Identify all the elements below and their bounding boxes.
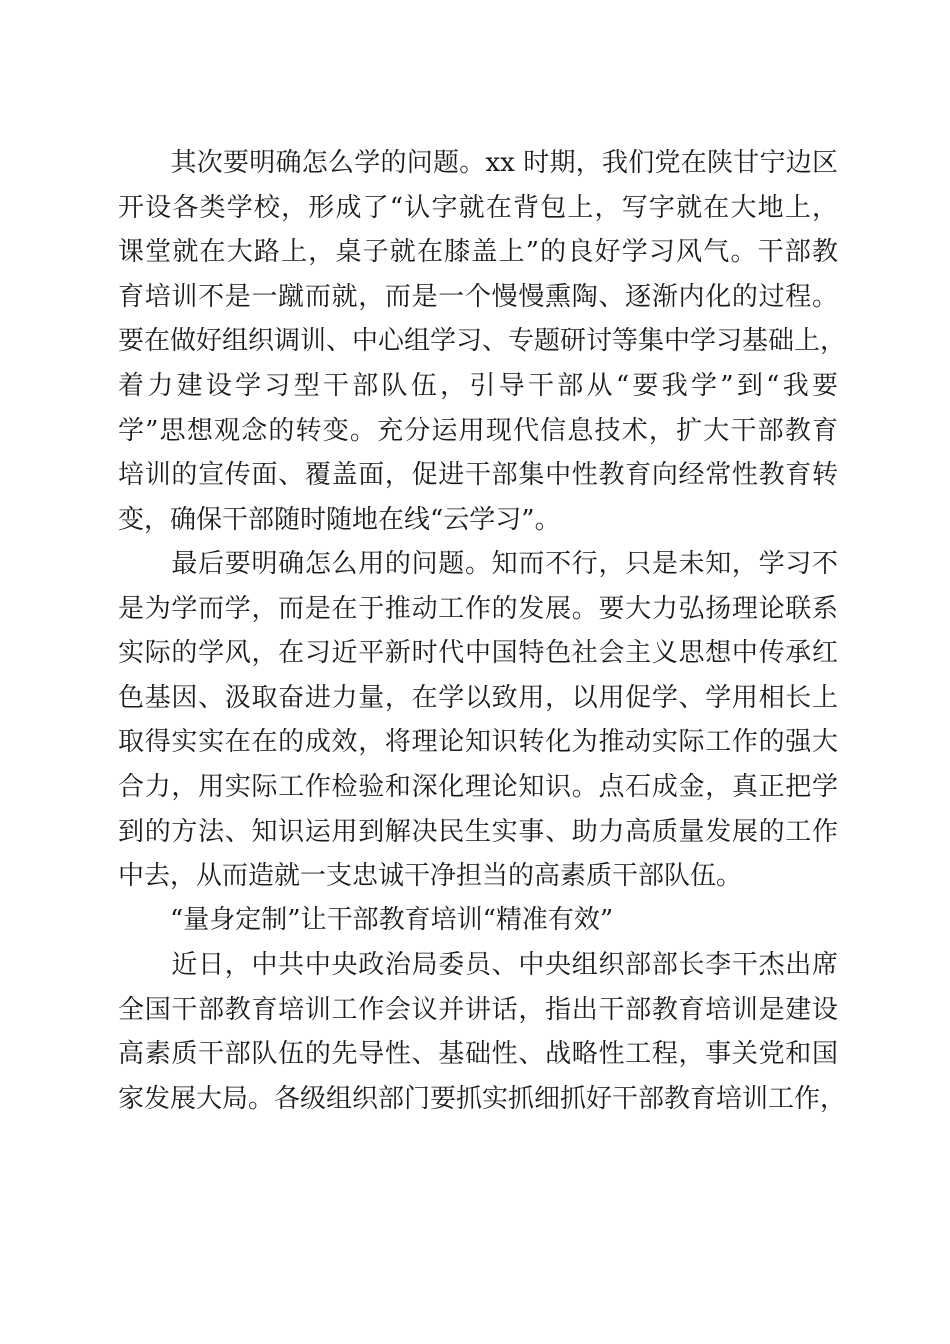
paragraph-line: 家发展大局。各级组织部门要抓实抓细抓好干部教育培训工作， <box>118 1083 847 1114</box>
paragraph-how-to-use <box>118 542 838 899</box>
paragraph-line: 开设各类学校，形成了“认字就在背包上，写字就在大地上， <box>118 192 838 223</box>
paragraph-line: 着力建设学习型干部队伍，引导干部从“要我学”到“我要 <box>118 370 838 401</box>
paragraph-line: 学”思想观念的转变。充分运用现代信息技术，扩大干部教育 <box>118 415 838 446</box>
paragraph-meeting-news <box>118 943 847 1121</box>
paragraph-line: 最后要明确怎么用的问题。知而不行，只是未知，学习不 <box>118 549 838 579</box>
paragraph-line: 合力，用实际工作检验和深化理论知识。点石成金，真正把学 <box>118 771 838 802</box>
paragraph-line: 培训的宣传面、覆盖面，促进干部集中性教育向经常性教育转 <box>118 460 838 491</box>
paragraph-line: 取得实实在在的成效，将理论知识转化为推动实际工作的强大 <box>118 727 838 758</box>
paragraph-line: 其次要明确怎么学的问题。xx 时期，我们党在陕甘宁边区 <box>118 148 838 178</box>
paragraph-line: 实际的学风，在习近平新时代中国特色社会主义思想中传承红 <box>118 638 838 669</box>
paragraph-line: 要在做好组织调训、中心组学习、专题研讨等集中学习基础上， <box>118 326 847 357</box>
paragraph-line: 中去，从而造就一支忠诚干净担当的高素质干部队伍。 <box>118 861 743 892</box>
paragraph-line: 课堂就在大路上，桌子就在膝盖上”的良好学习风气。干部教 <box>118 237 838 268</box>
section-heading: “量身定制”让干部教育培训“精准有效” <box>170 905 614 935</box>
paragraph-line: 到的方法、知识运用到解决民生实事、助力高质量发展的工作 <box>118 816 838 847</box>
paragraph-how-to-learn <box>118 141 847 542</box>
paragraph-line: 是为学而学，而是在于推动工作的发展。要大力弘扬理论联系 <box>118 593 838 624</box>
paragraph-line: 高素质干部队伍的先导性、基础性、战略性工程，事关党和国 <box>118 1039 838 1070</box>
paragraph-line: 育培训不是一蹴而就，而是一个慢慢熏陶、逐渐内化的过程。 <box>118 281 838 312</box>
paragraph-line: 近日，中共中央政治局委员、中央组织部部长李干杰出席 <box>118 950 838 980</box>
paragraph-line: 全国干部教育培训工作会议并讲话，指出干部教育培训是建设 <box>118 994 838 1025</box>
paragraph-line: 色基因、汲取奋进力量，在学以致用，以用促学、学用相长上 <box>118 682 838 713</box>
paragraph-line: 变，确保干部随时随地在线“云学习”。 <box>118 504 561 535</box>
